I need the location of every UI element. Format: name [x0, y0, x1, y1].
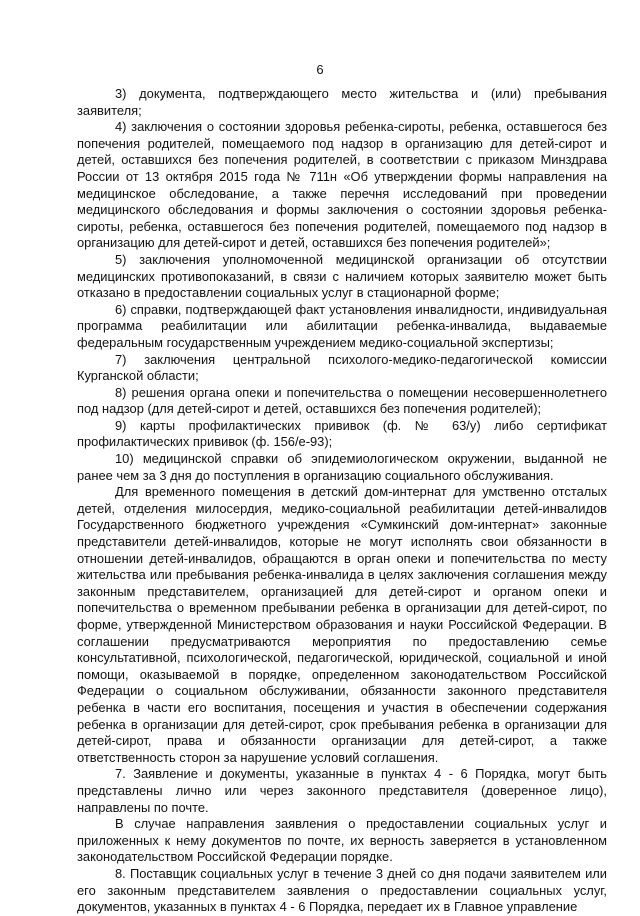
paragraph: Для временного помещения в детский дом-интернат для умственно отсталых детей, отделения милосердия, медико-социальной реабилитации детей-инвалидов Государственного бюджетного учреждения «Сумкинский дом-интернат» законные представители детей-инвалидов, которые не могут исполнять свои обязанности в отношении детей-инвалидов, обращаются в орган опеки и попечительства по месту жительства или пребывания ребенка-инвалида в целях заключения соглашения между законным представителем, организацией для детей-сирот и органом опеки и попечительства о временном пребывании ребенка в организации для детей-сирот, по форме, утвержденной Министерством образования и науки Российской Федерации. В соглашении предусматриваются мероприятия по предоставлению семье консультативной, психологической, педагогической, юридической, социальной и иной помощи, оказываемой в порядке, определенном законодательством Российской Федерации о социальном обслуживании, обязанности законного представителя ребенка в части его воспитания, посещения и участия в обеспечении содержания ребенка в организации для детей-сирот, срок пребывания ребенка в организации для детей-сирот, права и обязанности организации для детей-сирот, а также ответственность сторон за нарушение условий соглашения. [77, 484, 607, 765]
paragraph: 7. Заявление и документы, указанные в пунктах 4 - 6 Порядка, могут быть представлены лично или через законного представителя (доверенное лицо), направлены по почте. [77, 766, 607, 815]
document-body [77, 86, 607, 916]
page-number: 6 [316, 62, 324, 77]
paragraph: В случае направления заявления о предоставлении социальных услуг и приложенных к нему документов по почте, их верность заверяется в установленном законодательством Российской Федерации порядке. [77, 816, 607, 865]
paragraph: 6) справки, подтверждающей факт установления инвалидности, индивидуальная программа реабилитации или абилитации ребенка-инвалида, выдаваемые федеральным государственным учреждением медико-социальной экспертизы; [77, 301, 607, 350]
paragraph: 10) медицинской справки об эпидемиологическом окружении, выданной не ранее чем за 3 дня до поступления в организацию социального обслуживания. [77, 451, 607, 483]
paragraph: 9) карты профилактических прививок (ф. № 63/у) либо сертификат профилактических прививок (ф. 156/е-93); [77, 417, 607, 450]
paragraph: 7) заключения центральной психолого-медико-педагогической комиссии Курганской области; [77, 351, 607, 384]
paragraph: 4) заключения о состоянии здоровья ребенка-сироты, ребенка, оставшегося без попечения родителей, помещаемого под надзор в организацию для детей-сирот и детей, оставшихся без попечения родителей, в соответствии с приказом Минздрава России от 13 октября 2015 года № 711н «Об утверждении формы направления на медицинское обследование, а также перечня исследований при проведении медицинского обследования и формы заключения о состоянии здоровья ребенка-сироты, ребенка, оставшегося без попечения родителей, помещаемого под надзор в организацию для детей-сирот и детей, оставшихся без попечения родителей»; [77, 119, 607, 251]
paragraph: 5) заключения уполномоченной медицинской организации об отсутствии медицинских противопоказаний, в связи с наличием которых заявителю может быть отказано в предоставлении социальных услуг в стационарной форме; [77, 251, 607, 301]
paragraph: 8. Поставщик социальных услуг в течение 3 дней со дня подачи заявителем или его законным представителем заявления о предоставлении социальных услуг, документов, указанных в пунктах 4 - 6 Порядка, передает их в Главное управление [77, 865, 607, 915]
paragraph: 8) решения органа опеки и попечительства о помещении несовершеннолетнего под надзор (для детей-сирот и детей, оставшихся без попечения родителей); [77, 384, 607, 417]
paragraph: 3) документа, подтверждающего место жительства и (или) пребывания заявителя; [77, 86, 607, 118]
